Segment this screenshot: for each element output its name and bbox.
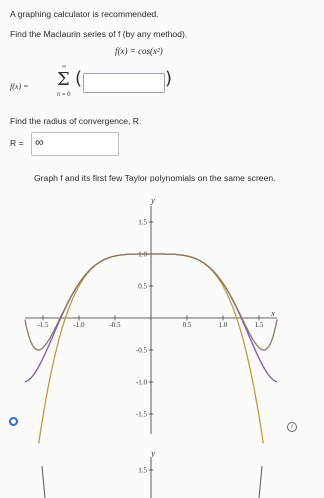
left-paren-icon: ( [75, 68, 83, 89]
graph-prompt: Graph f and its first few Taylor polynomials on the same screen. [34, 173, 276, 183]
x-tick-label: 1.0 [218, 321, 228, 329]
summation-icon: Σ [57, 69, 70, 90]
y-axis-label: y [151, 196, 155, 205]
radius-prompt: Find the radius of convergence, R. [10, 116, 142, 126]
info-icon[interactable]: i [287, 422, 297, 432]
graph2-y-tick-label: 1.5 [138, 466, 147, 475]
x-tick-label: -1.0 [73, 321, 85, 329]
calculator-note: A graphing calculator is recommended. [10, 9, 159, 19]
series-lhs: f(x) = [10, 82, 29, 91]
radius-label: R = [10, 138, 24, 148]
graph2-curve-right [259, 466, 262, 498]
x-tick-label: 1.5 [254, 321, 264, 329]
graph2-y-axis-label: y [151, 449, 155, 458]
y-tick-label: 1.0 [138, 250, 147, 259]
y-tick-label: 0.5 [138, 282, 147, 291]
sum-upper-limit: ∞ [62, 64, 67, 70]
x-axis-label: x [271, 309, 275, 318]
x-tick-label: 0.5 [182, 321, 192, 329]
y-tick-label: -0.5 [135, 346, 147, 355]
function-definition: f(x) = cos(x²) [115, 46, 163, 56]
maclaurin-prompt: Find the Maclaurin series of f (by any method). [10, 29, 188, 39]
x-tick-label: -0.5 [109, 321, 121, 329]
radius-value: ∞ [35, 135, 44, 149]
y-tick-label: -1.0 [135, 378, 147, 387]
right-paren-icon: ) [165, 68, 173, 89]
graph2-curve-left [42, 466, 45, 498]
sum-lower-limit: n = 0 [57, 92, 71, 98]
y-tick-label: -1.5 [135, 410, 147, 419]
y-tick-label: 1.5 [138, 218, 147, 227]
x-tick-label: -1.5 [37, 321, 49, 329]
